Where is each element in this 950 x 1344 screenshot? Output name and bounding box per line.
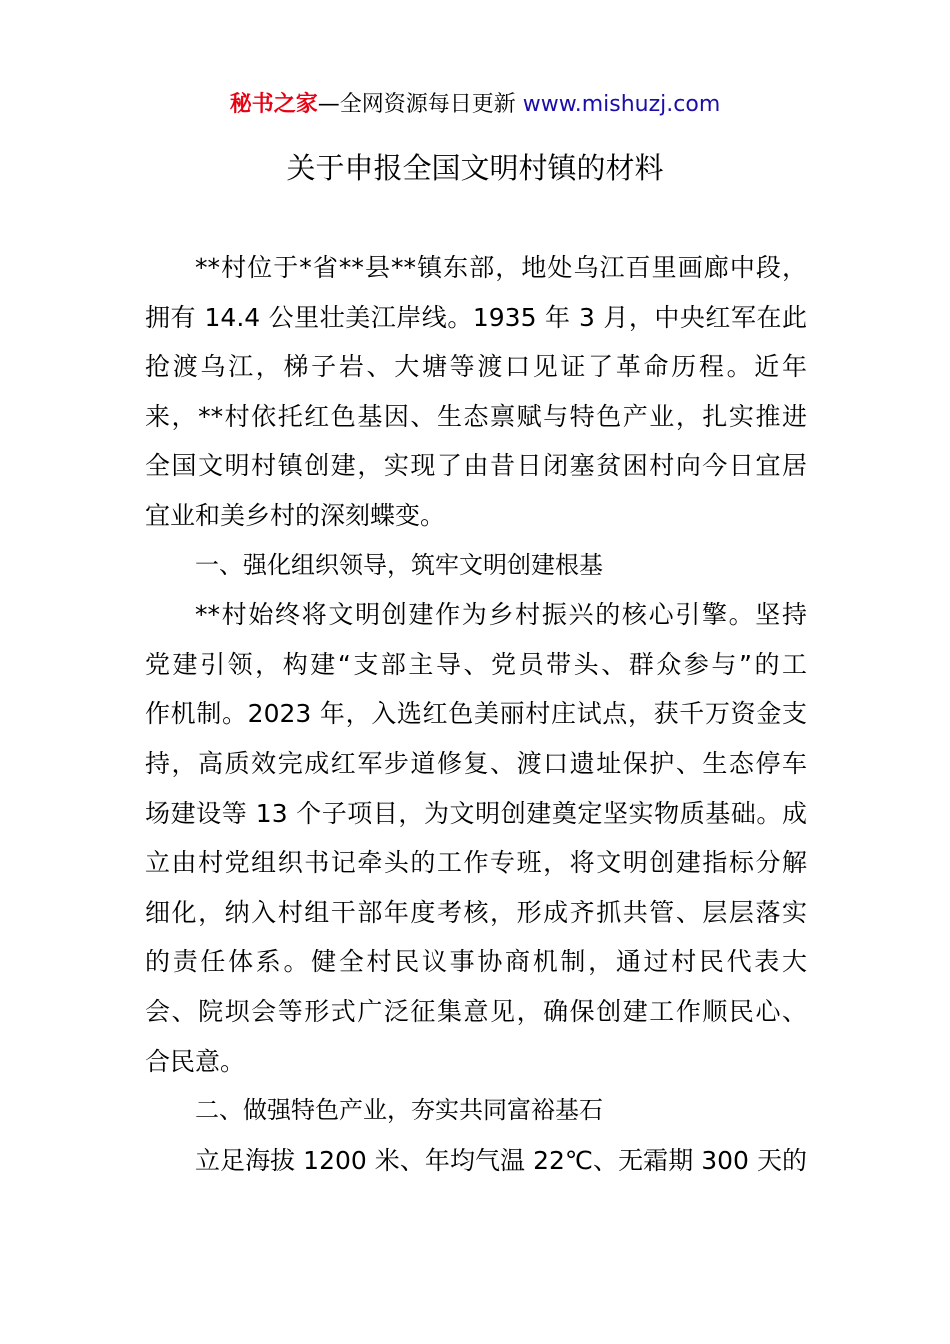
site-tagline: —全网资源每日更新: [317, 92, 516, 117]
document-body: [145, 243, 807, 1185]
paragraph-line: 持，高质效完成红军步道修复、渡口遗址保护、生态停车: [145, 748, 807, 778]
section-heading-1: 一、强化组织领导，筑牢文明创建根基: [195, 550, 603, 579]
paragraph-line: 全国文明村镇创建，实现了由昔日闭塞贫困村向今日宜居: [145, 451, 807, 481]
paragraph-line: 立由村党组织书记牵头的工作专班，将文明创建指标分解: [145, 848, 807, 878]
paragraph-line: 会、院坝会等形式广泛征集意见，确保创建工作顺民心、: [145, 996, 807, 1026]
paragraph-line: **村位于*省**县**镇东部，地处乌江百里画廊中段，: [195, 253, 807, 282]
paragraph-line: 作机制。2023 年，入选红色美丽村庄试点，获千万资金支: [145, 699, 807, 729]
site-brand: 秘书之家: [229, 92, 318, 117]
site-header: [0, 88, 950, 122]
paragraph-line: **村始终将文明创建作为乡村振兴的核心引擎。坚持: [195, 600, 807, 630]
paragraph-line: 合民意。: [145, 1046, 246, 1076]
document-title: 关于申报全国文明村镇的材料: [286, 151, 664, 185]
paragraph-line: 党建引领，构建“支部主导、党员带头、群众参与”的工: [145, 649, 807, 679]
paragraph-line: 拥有 14.4 公里壮美江岸线。1935 年 3 月，中央红军在此: [145, 302, 807, 332]
paragraph-line: 立足海拔 1200 米、年均气温 22℃、无霜期 300 天的: [195, 1145, 807, 1175]
paragraph-line: 细化，纳入村组干部年度考核，形成齐抓共管、层层落实: [145, 897, 807, 927]
paragraph-line: 抢渡乌江，梯子岩、大塘等渡口见证了革命历程。近年: [145, 352, 807, 382]
site-url-link[interactable]: www.mishuzj.com: [522, 92, 721, 117]
section-heading-2: 二、做强特色产业，夯实共同富裕基石: [195, 1096, 603, 1125]
paragraph-line: 宜业和美乡村的深刻蝶变。: [145, 500, 446, 530]
paragraph-line: 的责任体系。健全村民议事协商机制，通过村民代表大: [145, 947, 807, 977]
paragraph-line: 场建设等 13 个子项目，为文明创建奠定坚实物质基础。成: [145, 798, 807, 828]
paragraph-line: 来，**村依托红色基因、生态禀赋与特色产业，扎实推进: [145, 401, 807, 431]
